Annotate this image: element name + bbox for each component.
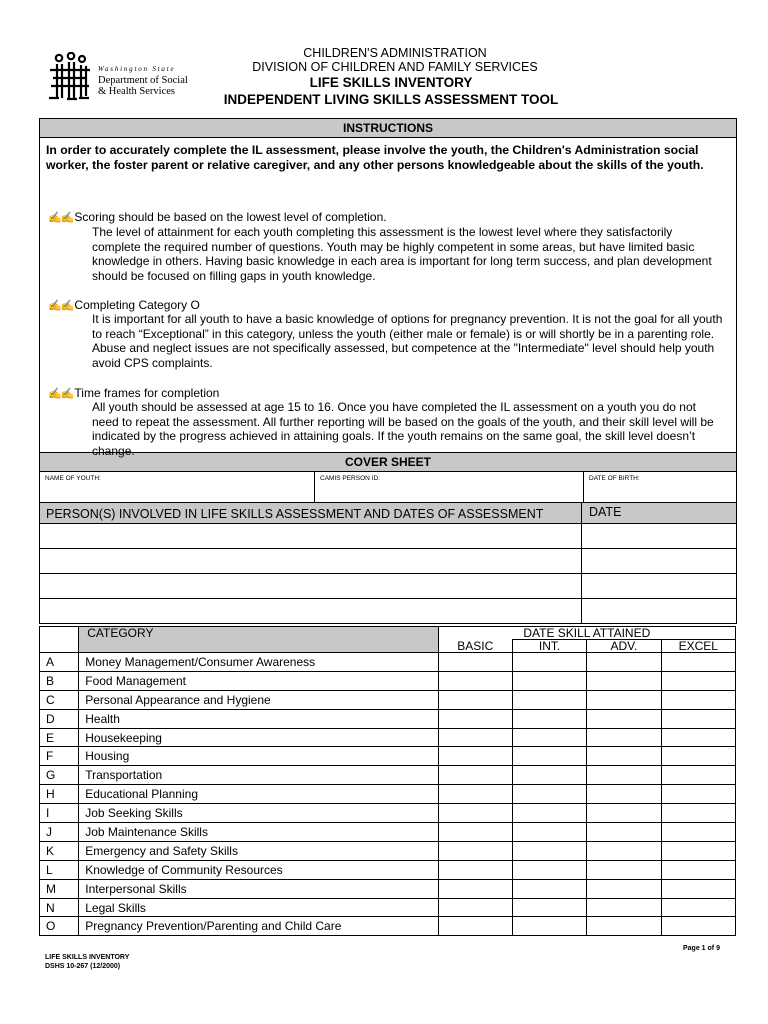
instruction-body: All youth should be assessed at age 15 to 16. Once you have completed the IL assessment on a youth you do not need to repeat the assessment. All further reporting will be based on the goals of the youth, and their skill level will be indicated by the progress achieved in attaining goals. If the youth remains on the same goal, the skill level doesn’t change.: [92, 400, 714, 458]
date-basic-cell[interactable]: [438, 766, 512, 785]
category-name: Food Management: [79, 671, 438, 690]
date-adv-cell[interactable]: [587, 841, 661, 860]
date-excel-cell[interactable]: [661, 879, 735, 898]
category-row: [40, 728, 736, 747]
date-adv-cell[interactable]: [587, 653, 661, 672]
category-code: A: [40, 653, 79, 672]
category-code: K: [40, 841, 79, 860]
date-excel-cell[interactable]: [661, 841, 735, 860]
header-agency: CHILDREN'S ADMINISTRATION: [303, 46, 487, 60]
youth-info-row: [40, 472, 736, 503]
date-basic-cell[interactable]: [438, 804, 512, 823]
date-excel-cell[interactable]: [661, 785, 735, 804]
person-entry-row[interactable]: [40, 599, 736, 623]
date-excel-cell[interactable]: [661, 709, 735, 728]
logo-dept-line2: & Health Services: [98, 86, 175, 97]
category-name: Pregnancy Prevention/Parenting and Child Care: [79, 917, 438, 936]
category-row: [40, 766, 736, 785]
date-adv-cell[interactable]: [587, 728, 661, 747]
date-excel-cell[interactable]: [661, 804, 735, 823]
date-int-cell[interactable]: [512, 690, 586, 709]
instructions-intro: In order to accurately complete the IL assessment, please involve the youth, the Children's Administration social worker, the foster parent or relative caregiver, and any other persons knowledgeable about the skills of the youth.: [46, 143, 704, 172]
date-adv-cell[interactable]: [587, 860, 661, 879]
category-name: Knowledge of Community Resources: [79, 860, 438, 879]
date-excel-cell[interactable]: [661, 860, 735, 879]
date-int-cell[interactable]: [512, 898, 586, 917]
category-code: O: [40, 917, 79, 936]
date-excel-cell[interactable]: [661, 728, 735, 747]
category-code: D: [40, 709, 79, 728]
category-row: [40, 785, 736, 804]
date-basic-cell[interactable]: [438, 841, 512, 860]
date-basic-cell[interactable]: [438, 690, 512, 709]
category-row: [40, 709, 736, 728]
date-int-cell[interactable]: [512, 728, 586, 747]
date-adv-cell[interactable]: [587, 823, 661, 842]
category-row: [40, 898, 736, 917]
date-skill-attained-header: DATE SKILL ATTAINED: [438, 627, 735, 640]
date-basic-cell[interactable]: [438, 879, 512, 898]
form-title: LIFE SKILLS INVENTORY: [309, 75, 473, 90]
date-adv-cell[interactable]: [587, 917, 661, 936]
person-entry-row[interactable]: [40, 549, 736, 574]
person-entry-row[interactable]: [40, 524, 736, 549]
category-name: Legal Skills: [79, 898, 438, 917]
category-code: G: [40, 766, 79, 785]
writing-hand-icon: ✍✍: [48, 300, 74, 312]
instruction-item-category-o: [48, 298, 200, 313]
page-number: Page 1 of 9: [683, 945, 720, 952]
date-int-cell[interactable]: [512, 709, 586, 728]
date-label: DATE: [589, 505, 622, 519]
date-excel-cell[interactable]: [661, 898, 735, 917]
category-code: B: [40, 671, 79, 690]
persons-involved-label: PERSON(S) INVOLVED IN LIFE SKILLS ASSESSMENT AND DATES OF ASSESSMENT: [46, 507, 544, 521]
category-name: Interpersonal Skills: [79, 879, 438, 898]
category-row: [40, 690, 736, 709]
name-of-youth-field[interactable]: NAME OF YOUTH:: [45, 475, 101, 482]
category-name: Educational Planning: [79, 785, 438, 804]
header-division: DIVISION OF CHILDREN AND FAMILY SERVICES: [252, 60, 538, 74]
level-excel-header: EXCEL: [661, 640, 735, 653]
instruction-heading: Time frames for completion: [74, 386, 220, 400]
date-int-cell[interactable]: [512, 747, 586, 766]
date-int-cell[interactable]: [512, 841, 586, 860]
skill-category-table: [39, 626, 736, 936]
category-name: Health: [79, 709, 438, 728]
date-int-cell[interactable]: [512, 804, 586, 823]
category-name: Housing: [79, 747, 438, 766]
category-row: [40, 823, 736, 842]
instruction-body: The level of attainment for each youth completing this assessment is the lowest level where they satisfactorily complete the required number of questions. Youth may be highly competent in some areas, but have limited basic knowledge in others. Having basic knowledge in each area is important for long term success, and plan development should be focused on filling gaps in youth knowledge.: [92, 225, 712, 283]
date-adv-cell[interactable]: [587, 898, 661, 917]
category-row: [40, 653, 736, 672]
date-excel-cell[interactable]: [661, 823, 735, 842]
instructions-heading: INSTRUCTIONS: [40, 119, 736, 138]
category-row: [40, 917, 736, 936]
cover-sheet-heading: COVER SHEET: [40, 453, 736, 472]
date-adv-cell[interactable]: [587, 785, 661, 804]
date-adv-cell[interactable]: [587, 766, 661, 785]
date-int-cell[interactable]: [512, 823, 586, 842]
instruction-body: It is important for all youth to have a basic knowledge of options for pregnancy prevention. It is not the goal for all youth to reach “Exceptional” in this category, unless the youth (either male or female) is or will shortly be in a parenting role. Abuse and neglect issues are not specifically assessed, but competence at the "Intermediate" level should help youth avoid CPS complaints.: [92, 312, 723, 370]
level-basic-header: BASIC: [438, 640, 512, 653]
date-adv-cell[interactable]: [587, 804, 661, 823]
instruction-heading: Completing Category O: [74, 298, 200, 312]
date-adv-cell[interactable]: [587, 690, 661, 709]
date-adv-cell[interactable]: [587, 671, 661, 690]
writing-hand-icon: ✍✍: [48, 388, 74, 400]
person-entry-row[interactable]: [40, 574, 736, 599]
date-int-cell[interactable]: [512, 917, 586, 936]
logo-state: Washington State: [98, 65, 176, 73]
category-code: J: [40, 823, 79, 842]
category-code: N: [40, 898, 79, 917]
category-header: CATEGORY: [79, 627, 438, 653]
date-basic-cell[interactable]: [438, 728, 512, 747]
category-code: H: [40, 785, 79, 804]
category-row: [40, 747, 736, 766]
category-header-row: [40, 627, 736, 640]
date-excel-cell[interactable]: [661, 690, 735, 709]
category-name: Emergency and Safety Skills: [79, 841, 438, 860]
writing-hand-icon: ✍✍: [48, 212, 74, 224]
date-basic-cell[interactable]: [438, 653, 512, 672]
date-basic-cell[interactable]: [438, 917, 512, 936]
category-row: [40, 860, 736, 879]
category-code: M: [40, 879, 79, 898]
category-code: C: [40, 690, 79, 709]
category-row: [40, 671, 736, 690]
date-excel-cell[interactable]: [661, 766, 735, 785]
date-basic-cell[interactable]: [438, 860, 512, 879]
date-excel-cell[interactable]: [661, 671, 735, 690]
date-basic-cell[interactable]: [438, 898, 512, 917]
category-code: F: [40, 747, 79, 766]
date-int-cell[interactable]: [512, 879, 586, 898]
category-name: Transportation: [79, 766, 438, 785]
date-excel-cell[interactable]: [661, 653, 735, 672]
category-code: L: [40, 860, 79, 879]
category-row: [40, 841, 736, 860]
category-code: I: [40, 804, 79, 823]
footer-form-name: LIFE SKILLS INVENTORY: [45, 954, 130, 961]
persons-involved-header: [40, 503, 736, 524]
date-int-cell[interactable]: [512, 785, 586, 804]
form-header: [0, 46, 768, 108]
date-basic-cell[interactable]: [438, 823, 512, 842]
camis-person-id-field[interactable]: CAMIS PERSON ID:: [320, 475, 380, 482]
date-excel-cell[interactable]: [661, 917, 735, 936]
category-name: Money Management/Consumer Awareness: [79, 653, 438, 672]
date-of-birth-field[interactable]: DATE OF BIRTH:: [589, 475, 640, 482]
instruction-item-time-frames: [48, 386, 219, 401]
date-basic-cell[interactable]: [438, 709, 512, 728]
category-row: [40, 879, 736, 898]
level-adv-header: ADV.: [587, 640, 661, 653]
date-int-cell[interactable]: [512, 860, 586, 879]
date-adv-cell[interactable]: [587, 747, 661, 766]
date-excel-cell[interactable]: [661, 747, 735, 766]
category-name: Personal Appearance and Hygiene: [79, 690, 438, 709]
category-row: [40, 804, 736, 823]
instruction-item-scoring: [48, 210, 387, 225]
category-code: E: [40, 728, 79, 747]
footer-form-number: DSHS 10-267 (12/2000): [45, 963, 121, 970]
date-basic-cell[interactable]: [438, 671, 512, 690]
date-int-cell[interactable]: [512, 653, 586, 672]
date-adv-cell[interactable]: [587, 709, 661, 728]
level-int-header: INT.: [512, 640, 586, 653]
form-subtitle: INDEPENDENT LIVING SKILLS ASSESSMENT TOOL: [223, 92, 559, 107]
category-name: Job Seeking Skills: [79, 804, 438, 823]
instructions-cover-frame: [39, 118, 737, 624]
date-basic-cell[interactable]: [438, 747, 512, 766]
category-name: Housekeeping: [79, 728, 438, 747]
date-basic-cell[interactable]: [438, 785, 512, 804]
instructions-body: [40, 138, 736, 458]
instruction-heading: Scoring should be based on the lowest level of completion.: [74, 210, 387, 224]
date-adv-cell[interactable]: [587, 879, 661, 898]
logo-dept-line1: Department of Social: [98, 75, 188, 86]
date-int-cell[interactable]: [512, 766, 586, 785]
date-int-cell[interactable]: [512, 671, 586, 690]
category-name: Job Maintenance Skills: [79, 823, 438, 842]
